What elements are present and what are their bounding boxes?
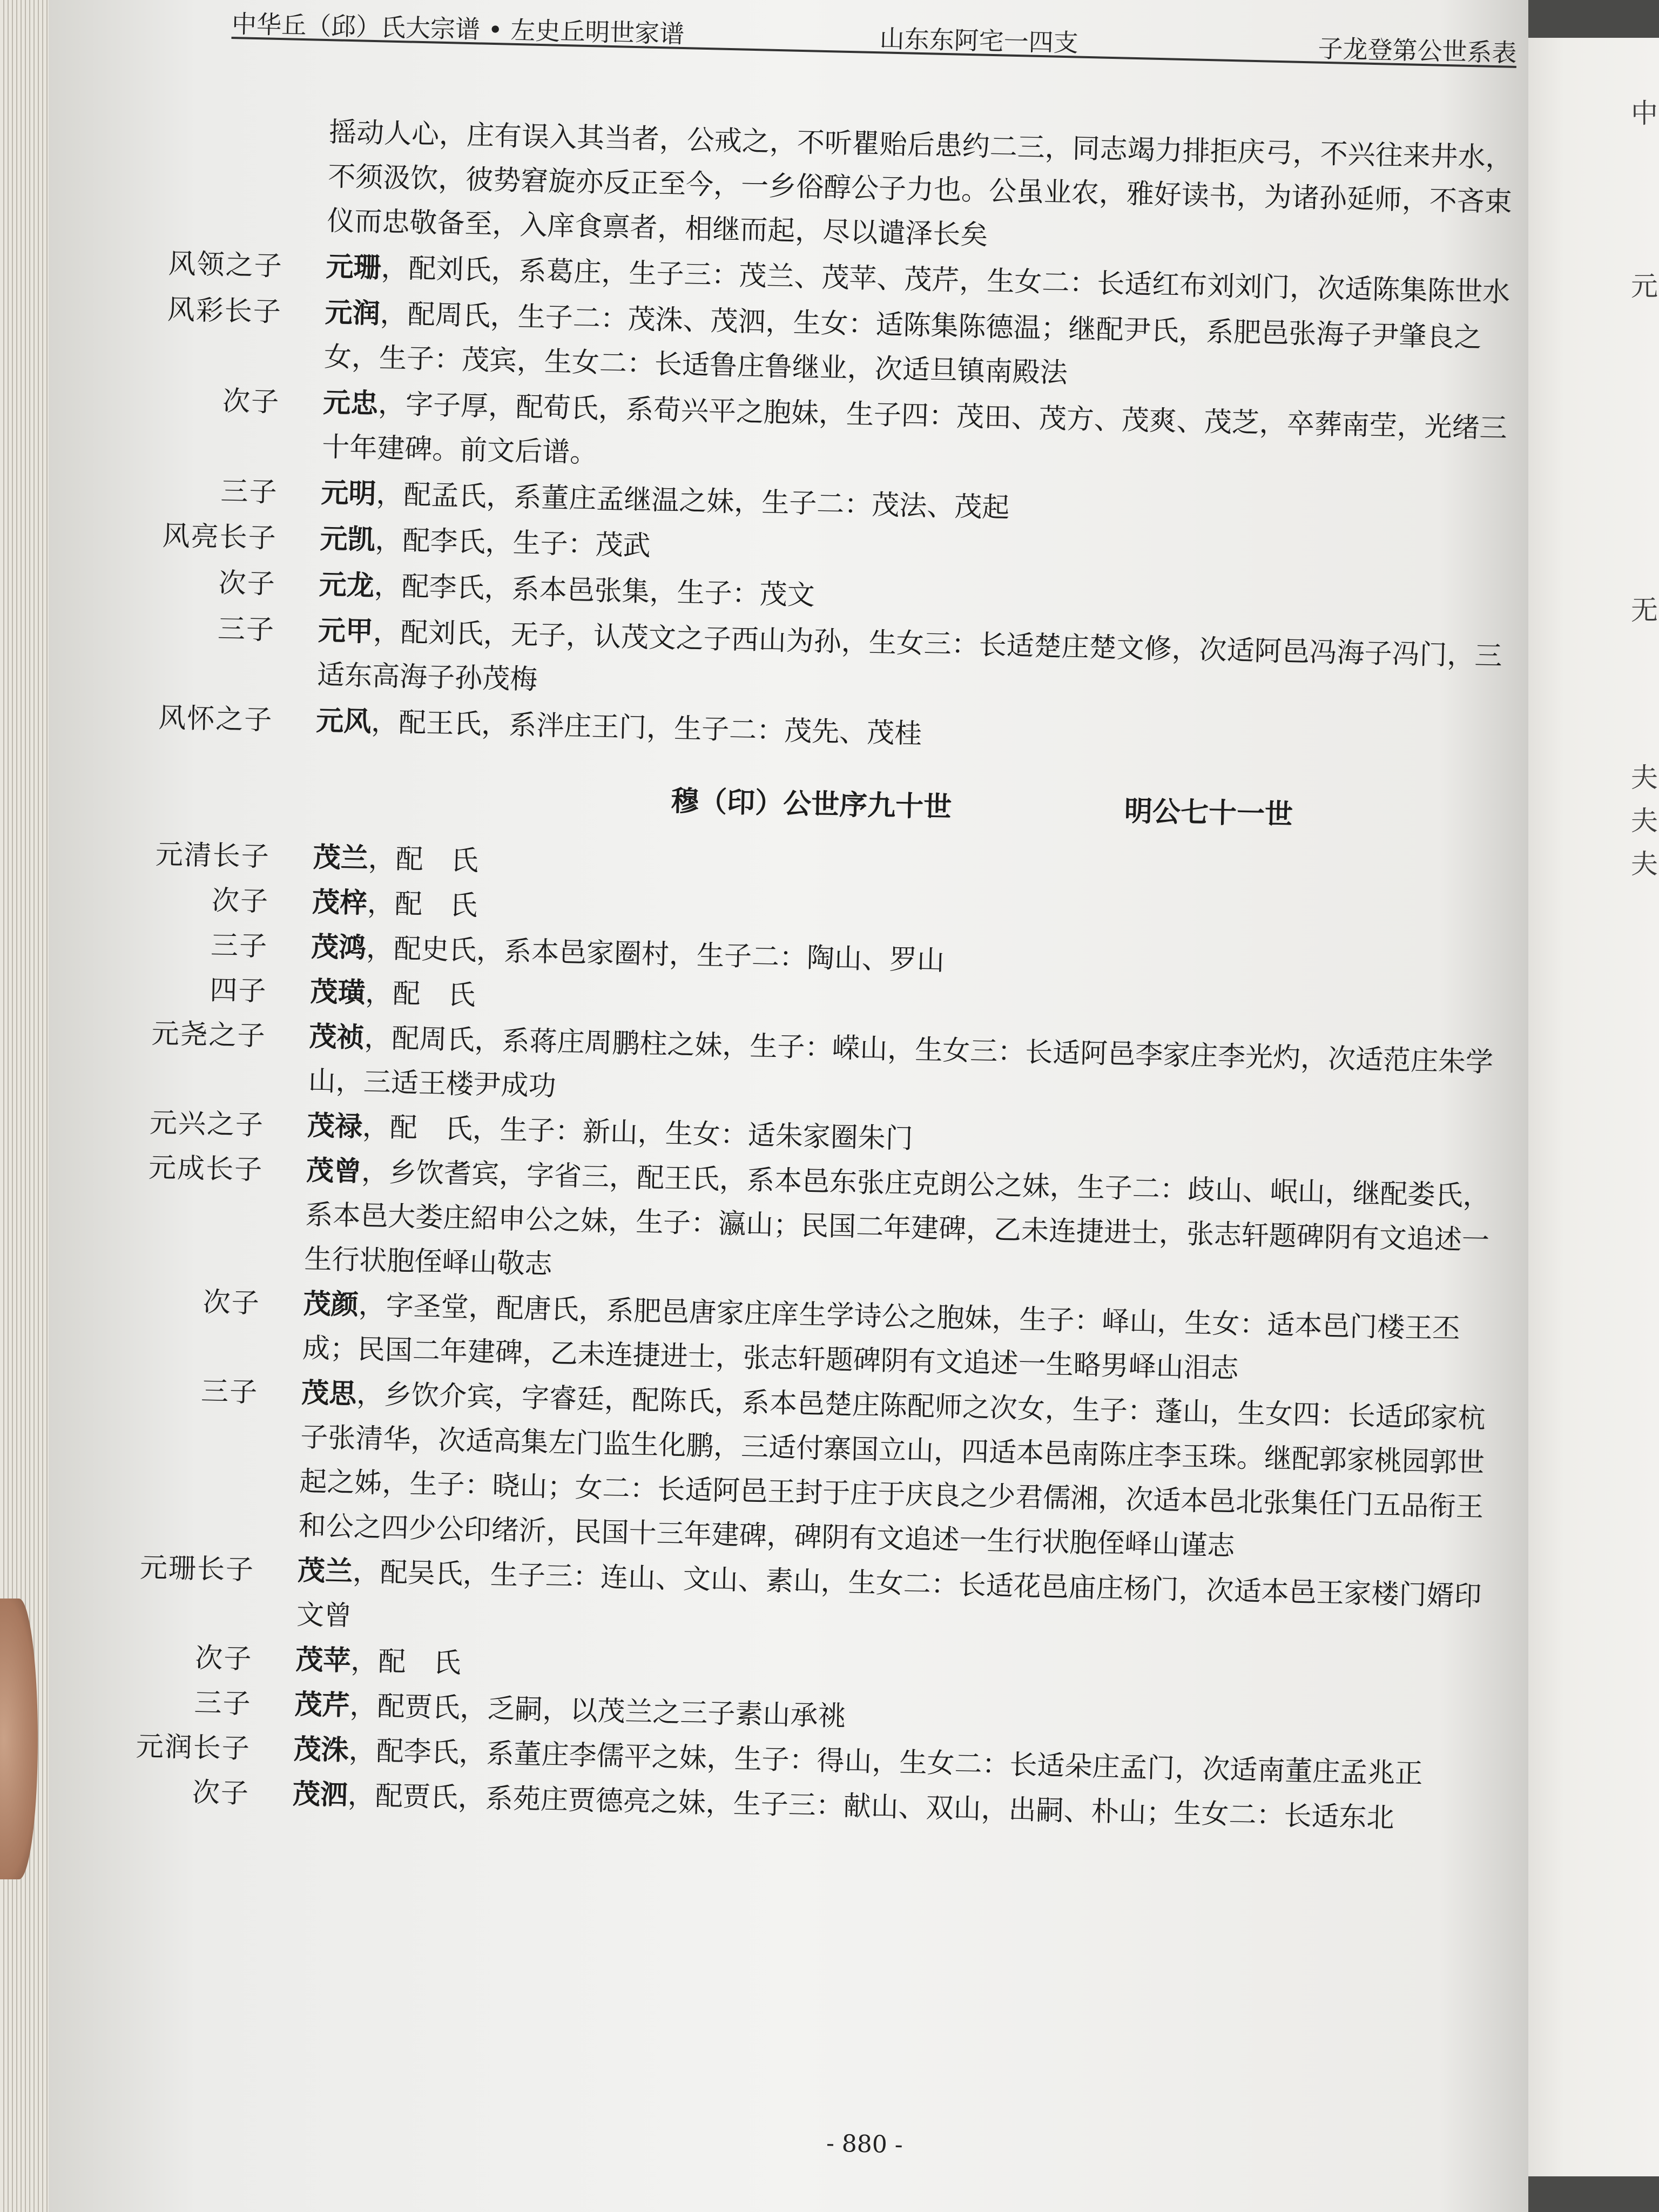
- entry-detail: ，配 氏: [365, 977, 476, 1012]
- person-name: 茂芹: [294, 1688, 350, 1722]
- relation-label: 元珊长子: [139, 1552, 255, 1587]
- running-header: [231, 2, 1517, 68]
- person-name: 茂洙: [293, 1733, 349, 1767]
- generation-heading-right: 明公七十一世: [1124, 794, 1293, 832]
- entry-detail: ，配贾氏，系苑庄贾德亮之妹，生子三：献山、双山，出嗣、朴山；生女二：长适东北: [347, 1779, 1395, 1835]
- entry-text: [298, 1371, 1512, 1575]
- relation-label: 风彩长子: [167, 294, 282, 328]
- relation-label: 四子: [209, 974, 267, 1008]
- entry-detail: ，配贾氏，乏嗣，以茂兰之三子素山承祧: [349, 1690, 846, 1733]
- side-mark: 夫: [1631, 805, 1658, 837]
- relation-label: 次子: [203, 1286, 261, 1320]
- entry-detail: ，配王氏，系泮庄王门，生子二：茂先、茂桂: [370, 706, 922, 751]
- relation-label: 三子: [193, 1687, 252, 1721]
- page-body: [136, 108, 1539, 1843]
- relation-label: 次子: [218, 567, 276, 601]
- entry-detail: ，配李氏，系本邑张集，生子：茂文: [374, 570, 815, 612]
- relation-label: 元成长子: [148, 1151, 264, 1186]
- relation-label: 次子: [222, 385, 280, 419]
- genealogy-page: [49, 0, 1528, 2212]
- relation-label: 三子: [217, 613, 275, 646]
- person-name: 茂曾: [306, 1154, 362, 1188]
- entry-detail: ，配周氏，系蒋庄周鹏柱之妹，生子：嵘山，生女三：长适阿邑李家庄李光灼，次适范庄朱学山，三适王楼尹成功: [308, 1022, 1494, 1103]
- entry-detail: ，配刘氏，系葛庄，生子三：茂兰、茂苹、茂芹，生女二：长适红布刘刘门，次适陈集陈世水: [380, 252, 1510, 309]
- relation-label: 元清长子: [155, 839, 271, 873]
- relation-label: 次子: [211, 885, 269, 918]
- person-name: 茂颜: [303, 1287, 359, 1321]
- person-name: 茂兰: [313, 841, 369, 875]
- person-name: 茂璜: [309, 975, 366, 1009]
- entry-detail: 摇动人心，庄有误入其当者，公戒之，不听瞿贻后患约二三，同志竭力排拒庆弓，不兴往来井水，不须汲饮，彼势窘旋亦反正至今，一乡俗醇公子力也。公虽业农，雅好读书，为诸孙延师，不吝束仪而忠敬备至，入庠食禀者，相继而起，尽以谴泽长矣: [326, 116, 1514, 252]
- side-mark: 元: [1631, 271, 1658, 302]
- header-book-title: 中华丘（邱）氏大宗谱 • 左史丘明世家谱: [231, 9, 685, 49]
- side-mark: 夫: [1631, 848, 1658, 880]
- relation-label: 三子: [210, 929, 268, 963]
- relation-label: 风领之子: [168, 248, 284, 282]
- entry-detail: ，配 氏: [368, 842, 479, 878]
- person-name: 元凯: [319, 522, 376, 556]
- entry-detail: ，配吴氏，生子三：连山、文山、素山，生女二：长适花邑庙庄杨门，次适本邑王家楼门婿印文曾: [296, 1556, 1482, 1633]
- person-name: 茂鸿: [311, 930, 367, 965]
- person-name: 元润: [325, 296, 381, 330]
- entry-text: [304, 1148, 1516, 1308]
- relation-label: 三子: [220, 475, 279, 509]
- person-name: 茂祯: [308, 1020, 365, 1054]
- entry-detail: ，配 氏: [367, 887, 478, 922]
- generation-heading-left: 穆（印）公世序九十世: [670, 784, 952, 824]
- person-name: 元忠: [322, 386, 379, 420]
- relation-label: 元润长子: [136, 1730, 251, 1765]
- entry-detail: ，配史氏，系本邑家圈村，生子二：陶山、罗山: [366, 932, 945, 977]
- person-name: 元龙: [319, 568, 375, 602]
- person-name: 茂苹: [295, 1643, 352, 1677]
- page-number: - 880 -: [826, 2129, 903, 2159]
- person-name: 茂思: [301, 1377, 357, 1411]
- book-page-edges: [0, 0, 49, 2212]
- relation-label: 三子: [200, 1375, 259, 1409]
- side-mark: 夫: [1631, 762, 1658, 793]
- person-name: 茂禄: [307, 1109, 363, 1143]
- genealogy-entries-top: [158, 108, 1539, 770]
- entry-detail: ，字圣堂，配唐氏，系肥邑唐家庄庠生学诗公之胞妹，生子：峄山，生女：适本邑门楼王丕成；民国二年建碑，乙未连捷进士，张志轩题碑阴有文追述一生略男峄山泪志: [302, 1289, 1460, 1385]
- genealogy-entry: [208, 108, 1539, 270]
- entry-detail: ，字子厚，配荀氏，系荀兴平之胞妹，生子四：茂田、茂方、茂爽、茂芝，卒葬南茔，光绪三十年建碑。前文后谱。: [321, 388, 1508, 469]
- entry-detail: ，配周氏，生子二：茂洙、茂泗，生女：适陈集陈德温；继配尹氏，系肥邑张海子尹肇良之女，生子：茂宾，生女二：长适鲁庄鲁继业，次适旦镇南殿法: [323, 298, 1482, 389]
- person-name: 元风: [315, 704, 372, 738]
- relation-label: 元兴之子: [149, 1107, 265, 1142]
- relation-label: 次子: [194, 1642, 253, 1676]
- person-name: 茂泗: [292, 1778, 348, 1812]
- relation-label: 次子: [192, 1777, 250, 1810]
- entry-detail: ，配 氏，生子：新山，生女：适朱家圈朱门: [362, 1111, 914, 1155]
- entry-text: [327, 111, 1539, 270]
- person-name: 茂兰: [297, 1554, 353, 1588]
- person-name: 元甲: [318, 614, 374, 648]
- entry-detail: ，配李氏，系董庄李儒平之妹，生子：得山，生女二：长适朵庄孟门，次适南董庄孟兆正: [348, 1735, 1423, 1790]
- side-mark: 中: [1631, 98, 1658, 129]
- thumb: [0, 1599, 38, 1879]
- side-mark: 无: [1631, 595, 1658, 626]
- entry-detail: ，乡饮介宾，字睿廷，配陈氏，系本邑楚庄陈配师之次女，生子：蓬山，生女四：长适邱家杭子张清华，次适高集左门监生化鹏，三适付寨国立山，四适本邑南陈庄李玉珠。继配郭家桃园郭世起之姊，生子：晓山；女二：长适阿邑王封于庄于庆良之少君儒湘，次适本邑北张集任门五品衔王和公之四少公印绪沂，民国十三年建碑，碑阴有文追述一生行状胞侄峄山谨志: [298, 1378, 1486, 1562]
- entry-detail: ，配孟氏，系董庄孟继温之妹，生子二：茂法、茂起: [375, 478, 1010, 524]
- relation-label: 风亮长子: [162, 520, 278, 555]
- entry-detail: ，配刘氏，无子，认茂文之子西山为孙，生女三：长适楚庄楚文修，次适阿邑冯海子冯门，三适东高海子孙茂梅: [316, 616, 1503, 696]
- person-name: 元明: [320, 476, 377, 510]
- relation-label: 风怀之子: [158, 702, 273, 737]
- entry-detail: ，乡饮耆宾，字省三，配王氏，系本邑东张庄克朗公之妹，生子二：歧山、岷山，继配娄氏，系本邑大娄庄紹申公之妹，生子：瀛山；民国二年建碑，乙未连捷进士，张志轩题碑阴有文追述一生行状胞侄峄山敬志: [304, 1156, 1491, 1281]
- header-branch: 山东东阿宅一四支: [879, 24, 1079, 58]
- genealogy-entries-bottom: [136, 833, 1523, 1843]
- person-name: 茂梓: [312, 886, 368, 920]
- genealogy-entry: [179, 1368, 1512, 1575]
- relation-label: 元尧之子: [151, 1018, 267, 1053]
- header-lineage-table: 子龙登第公世系表: [1317, 33, 1518, 68]
- person-name: 元珊: [325, 250, 382, 284]
- entry-detail: ，配李氏，生子：茂武: [374, 524, 651, 562]
- entry-detail: ，配 氏: [350, 1645, 461, 1680]
